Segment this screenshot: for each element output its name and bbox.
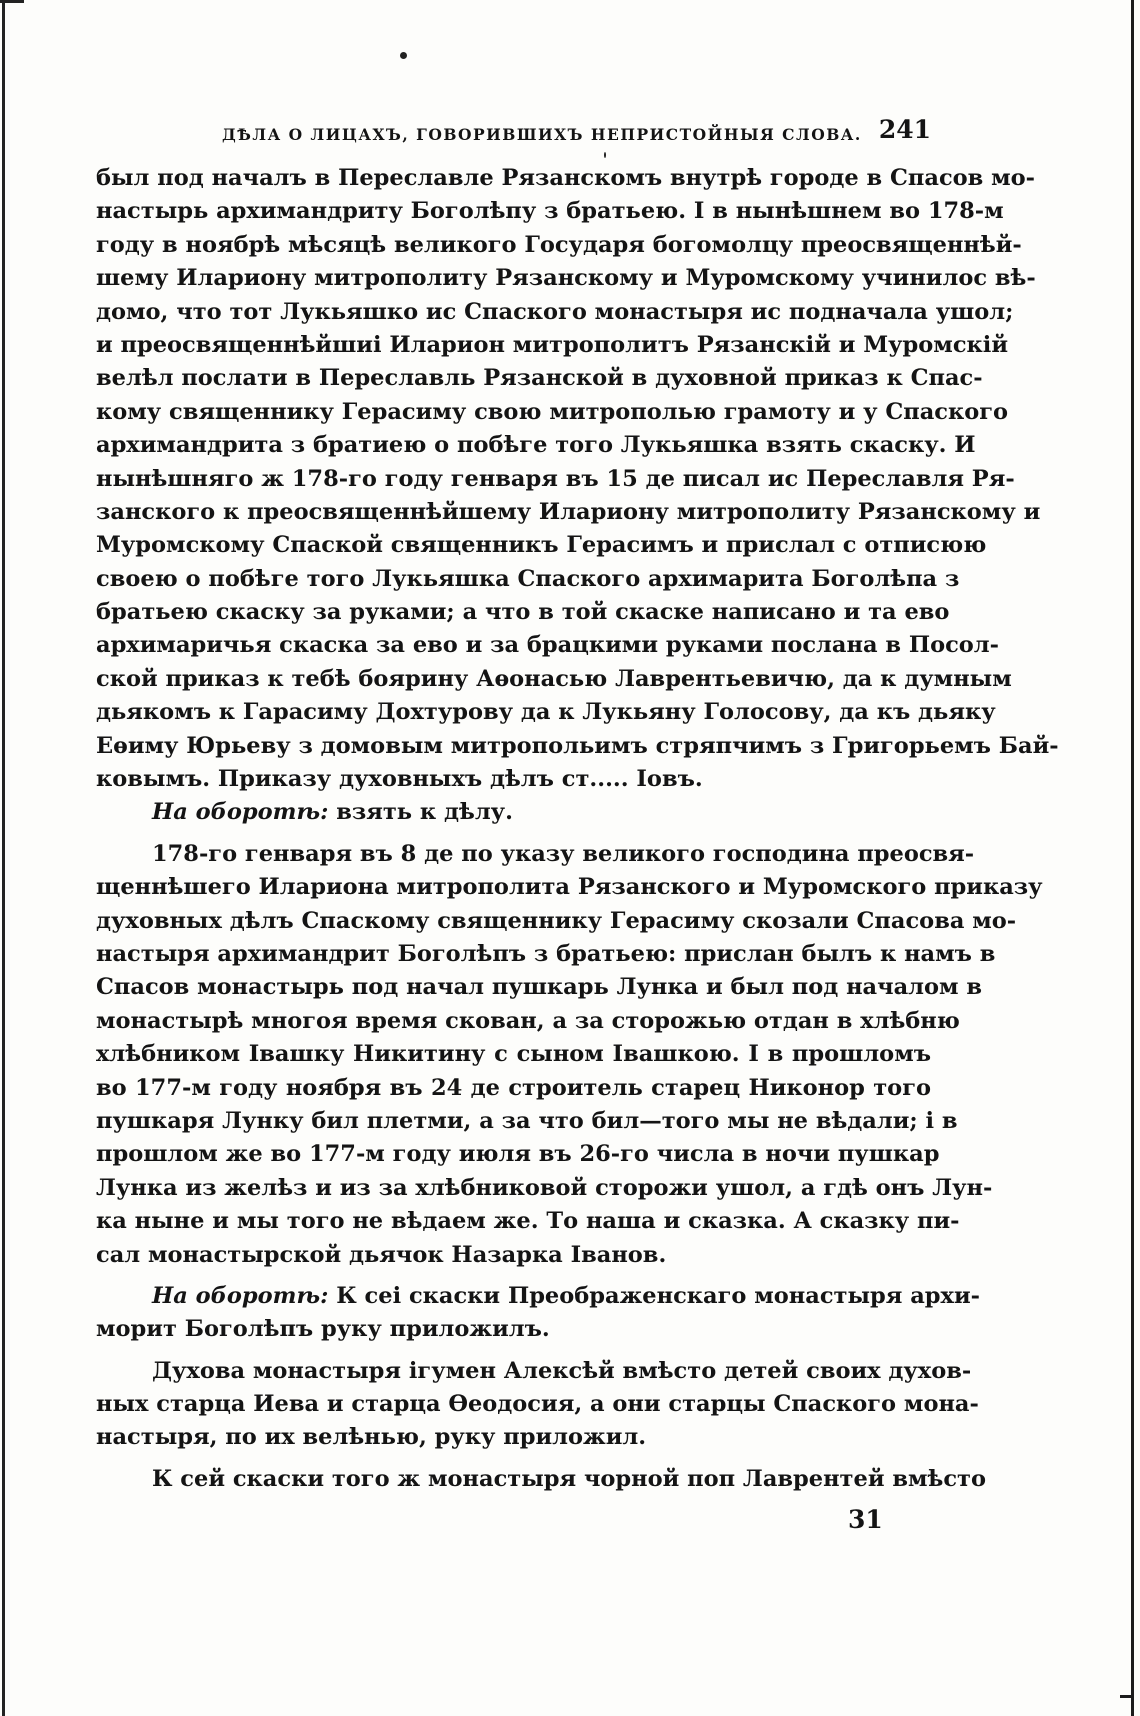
text-line: щеннѣшего Илариона митрополита Рязанского и Муромского приказу [96,874,1043,901]
paragraph [96,162,1059,796]
text-line: морит Боголѣпъ руку приложилъ. [96,1316,550,1343]
endorsement-note [96,1280,980,1347]
text-line: ных старца Иева и старца Ѳеодосия, а они старцы Спаского мона- [96,1391,979,1418]
note-label: На оборотѣ: [152,1282,329,1309]
text-line: дьякомъ к Гарасиму Дохтурову да к Лукьяну Голосову, да къ дьяку [96,699,996,726]
text-line: настыря, по их велѣнью, руку приложил. [96,1424,647,1451]
text-line: Еѳиму Юрьеву з домовым митропольимъ стряпчимъ з Григорьемъ Бай- [96,732,1059,759]
text-line: во 177-м году ноября въ 24 де строитель старец Никонор того [96,1074,931,1101]
note-text: К сеі скаски Преображенскаго монастыря архи- [328,1282,980,1309]
page-header [96,111,931,151]
text-line: домо, что тот Лукьяшко ис Спаского монастыря ис подначала ушол; [96,298,1014,325]
text-line: братьею скаску за руками; а что в той скаске написано и та ево [96,599,950,626]
text-line: пушкаря Лунку бил плетми, а за что бил—того мы не вѣдали; і в [96,1107,958,1134]
signature-mark: 31 [848,1505,883,1534]
paragraph [96,1355,979,1455]
text-line: К сей скаски того ж монастыря чорной поп Лаврентей вмѣсто [152,1465,986,1492]
text-line: настыря архимандрит Боголѣпъ з братьею: прислан былъ к намъ в [96,940,996,967]
scan-edge-top [0,0,24,3]
text-line: Духова монастыря ігумен Алексѣй вмѣсто детей своих духов- [152,1357,972,1384]
text-line: был под началъ в Переславле Рязанскомъ внутрѣ городе в Спасов мо- [96,165,1036,191]
text-line: сал монастырской дьячок Назарка Іванов. [96,1241,667,1268]
note-label: На оборотѣ: [152,799,329,826]
text-line: ковымъ. Приказу духовныхъ дѣлъ ст..... Іовъ. [96,766,703,793]
scan-speck [604,152,606,158]
text-line: архимандрита з братиею о побѣге того Лукьяшка взять скаску. И [96,432,976,459]
text-line: архимаричья скаска за ево и за брацкими руками послана в Посол- [96,632,999,659]
text-line: Лунка из желѣз и из за хлѣбниковой сторожи ушол, а гдѣ онъ Лун- [96,1174,993,1201]
endorsement-note [96,796,931,829]
text-line: шему Илариону митрополиту Рязанскому и Муромскому учинилос вѣ- [96,265,1036,292]
paragraph [96,1463,986,1496]
scan-edge-left [2,0,5,1716]
text-line: и преосвященнѣйшиі Иларион митрополитъ Рязанскій и Муромскій [96,331,1009,358]
running-title: ДѢЛА О ЛИЦАХЪ, ГОВОРИВШИХЪ НЕПРИСТОЙНЫЯ СЛОВА. [222,125,862,144]
page-number: 241 [878,115,931,144]
paragraph [96,838,1043,1272]
scan-speck [400,52,407,59]
text-line: хлѣбником Івашку Никитину с сыном Івашкою. І в прошломъ [96,1041,931,1068]
text-line: году в ноябрѣ мѣсяцѣ великого Государя богомолцу преосвященнѣй- [96,231,1022,258]
text-line: прошлом же во 177-м году июля въ 26-го числа в ночи пушкар [96,1141,940,1168]
text-line: Спасов монастырь под начал пушкарь Лунка и был под началом в [96,974,983,1001]
text-line [96,796,931,829]
text-line [96,1280,980,1313]
text-line: велѣл послати в Переславль Рязанской в духовной приказ к Спас- [96,365,983,392]
text-line: занского к преосвященнѣйшему Илариону митрополиту Рязанскому и [96,498,1041,525]
text-line: Муромскому Спаской священникъ Герасимъ и прислал с отписюю [96,532,987,559]
text-line: 178-го генваря въ 8 де по указу великого господина преосвя- [152,840,975,867]
text-line: ка ныне и мы того не вѣдаем же. То наша и сказка. А сказку пи- [96,1208,960,1235]
text-line: монастырѣ многоя время скован, а за сторожью отдан в хлѣбню [96,1007,960,1034]
scan-edge-bottom [1120,1695,1134,1698]
note-text: взять к дѣлу. [328,799,513,826]
text-line: духовных дѣлъ Спаскому священнику Герасиму скозали Спасова мо- [96,907,1017,934]
scan-edge-right [1131,0,1134,1716]
text-line: своею о побѣге того Лукьяшка Спаского архимарита Боголѣпа з [96,565,960,592]
text-line: нынѣшняго ж 178-го году генваря въ 15 де писал ис Переславля Ря- [96,465,1015,492]
text-line: настырь архимандриту Боголѣпу з братьею. І в нынѣшнем во 178-м [96,198,1004,225]
page-body [96,162,1059,1496]
text-line: кому священнику Герасиму свою митрополью грамоту и у Спаского [96,398,1009,425]
text-line: ской приказ к тебѣ боярину Аѳонасью Лаврентьевичю, да к думным [96,665,1012,692]
